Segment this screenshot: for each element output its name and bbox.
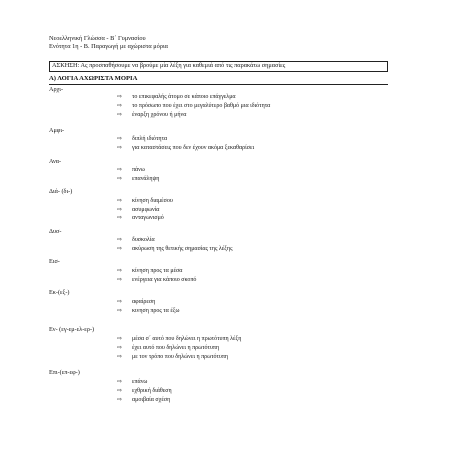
meaning-item: [117, 307, 179, 315]
meaning-text: κινηση προς τα έξω: [132, 308, 180, 314]
meaning-text: επάνω: [132, 379, 148, 385]
prefix-label: Επι-(επ-εφ-): [49, 369, 80, 376]
arrow-right-icon: ⇨: [117, 166, 123, 173]
prefix-label: Εν- (εγ-εμ-ελ-ερ-): [49, 326, 95, 333]
arrow-right-icon: ⇨: [117, 276, 123, 283]
meaning-text: αφαίρεση: [132, 299, 156, 305]
arrow-right-icon: ⇨: [117, 197, 123, 204]
meaning-text: για καταστάσεις που δεν έχουν ακόμα ξεκαθαρίσει: [132, 145, 255, 151]
arrow-right-icon: ⇨: [117, 236, 123, 243]
section-title: Α) ΛΟΓΙΑ ΑΧΩΡΙΣΤΑ ΜΟΡΙΑ: [49, 75, 388, 85]
meaning-text: κίνηση διαμέσου: [132, 198, 173, 204]
meaning-item: [117, 245, 232, 253]
meaning-text: αμοιβαία σχέση: [132, 397, 171, 403]
meaning-item: [117, 206, 159, 214]
arrow-right-icon: ⇨: [117, 335, 123, 342]
meaning-text: εχθρική διάθεση: [132, 388, 172, 394]
meaning-text: έναρξη χρόνου ή μήνα: [132, 112, 187, 118]
meaning-text: μέσα σ΄ αυτό που δηλώνει η πρωτότυπη λέξη: [132, 336, 242, 342]
arrow-right-icon: ⇨: [117, 353, 123, 360]
meaning-text: πάνω: [132, 167, 145, 173]
arrow-right-icon: ⇨: [117, 214, 123, 221]
meaning-item: [117, 387, 172, 395]
meaning-item: [117, 197, 173, 205]
meaning-text: επανάληψη: [132, 176, 160, 182]
header-unit: Ενότητα 1η - Β. Παραγωγή με αχώριστα μόρια: [49, 43, 168, 51]
arrow-right-icon: ⇨: [117, 396, 123, 403]
meaning-item: [117, 93, 236, 101]
header-subject: Νεοελληνική Γλώσσα - Β΄ Γυμνασίου: [49, 35, 146, 42]
meaning-text: διπλή ιδιότητα: [132, 136, 168, 142]
arrow-right-icon: ⇨: [117, 93, 123, 100]
arrow-right-icon: ⇨: [117, 298, 123, 305]
meaning-text: με τον τρόπο που δηλώνει η πρωτότυπη: [132, 354, 229, 360]
meaning-text: ανταγωνισμό: [132, 215, 164, 221]
meaning-text: το επικεφαλής άτομο σε κάποιο επάγγελμα: [132, 94, 236, 100]
meaning-item: [117, 335, 241, 343]
document-header: [49, 35, 168, 51]
meaning-text: ασυμφωνία: [132, 207, 160, 213]
meaning-text: έχει αυτό που δηλώνει η πρωτότυπη: [132, 345, 220, 351]
meaning-item: [117, 144, 254, 152]
prefix-label: Αρχι-: [49, 86, 64, 93]
arrow-right-icon: ⇨: [117, 135, 123, 142]
meaning-item: [117, 396, 170, 404]
prefix-label: Ανα-: [49, 158, 62, 165]
meaning-item: [117, 111, 186, 119]
meaning-item: [117, 175, 159, 183]
meaning-item: [117, 214, 164, 222]
exercise-instruction: ΑΣΚΗΣΗ: Ας προσπαθήσουμε να βρούμε μία λέξη για καθεμιά από τις παρακάτω σημασίες: [49, 61, 388, 72]
meaning-text: ακύρωση της θετικής σημασίας της λέξης: [132, 246, 233, 252]
arrow-right-icon: ⇨: [117, 144, 123, 151]
meaning-item: [117, 267, 182, 275]
meaning-text: δυσκολία: [132, 237, 155, 243]
meaning-text: ενέργεια για κάποιο σκοπό: [132, 277, 197, 283]
arrow-right-icon: ⇨: [117, 378, 123, 385]
arrow-right-icon: ⇨: [117, 344, 123, 351]
prefix-label: Εκ-(εξ-): [49, 289, 70, 296]
meaning-item: [117, 166, 145, 174]
prefix-label: Εισ-: [49, 258, 60, 265]
prefix-label: Δυσ-: [49, 228, 62, 235]
meaning-item: [117, 276, 196, 284]
meaning-item: [117, 378, 147, 386]
meaning-text: κίνηση προς τα μέσα: [132, 268, 183, 274]
meaning-text: το πρόσωπο που έχει στο μεγαλύτερο βαθμό μια ιδιότητα: [132, 103, 271, 109]
prefix-label: Αμφι-: [49, 127, 65, 134]
arrow-right-icon: ⇨: [117, 267, 123, 274]
meaning-item: [117, 102, 270, 110]
prefix-label: Διά- (δι-): [49, 188, 73, 195]
arrow-right-icon: ⇨: [117, 387, 123, 394]
arrow-right-icon: ⇨: [117, 102, 123, 109]
arrow-right-icon: ⇨: [117, 206, 123, 213]
arrow-right-icon: ⇨: [117, 175, 123, 182]
meaning-item: [117, 344, 219, 352]
arrow-right-icon: ⇨: [117, 111, 123, 118]
arrow-right-icon: ⇨: [117, 307, 123, 314]
meaning-item: [117, 353, 228, 361]
meaning-item: [117, 298, 155, 306]
meaning-item: [117, 135, 167, 143]
meaning-item: [117, 236, 155, 244]
arrow-right-icon: ⇨: [117, 245, 123, 252]
